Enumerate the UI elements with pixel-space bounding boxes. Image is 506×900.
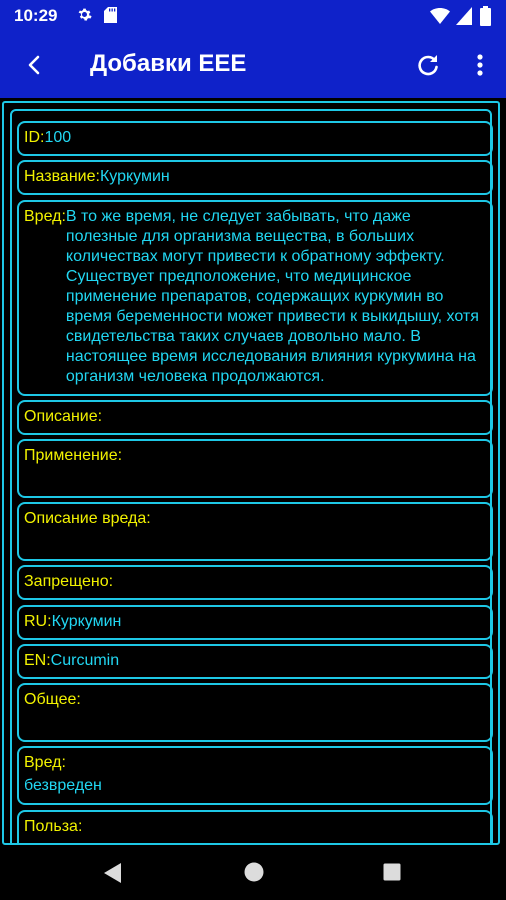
field-label: Применение:	[24, 447, 123, 464]
field-id	[17, 121, 493, 156]
field-value: В то же время, не следует забывать, что даже полезные для организма вещества, в больших количествах могут привести к обратному эффекту. Существует предположение, что медицинское применение препаратов, содержащих куркумин во время беременности может привести к выкидышу, хотя свидетельства таких случаев довольно мало. В настоящее время исследования влияния куркумина на организм человека продолжаются.	[65, 208, 479, 385]
field-harm-level	[17, 746, 493, 805]
status-bar	[0, 0, 506, 32]
field-value: 100	[44, 129, 72, 146]
field-value: Куркумин	[99, 168, 170, 185]
field-label: Описание:	[24, 408, 103, 425]
field-label: Запрещено:	[24, 573, 114, 590]
nav-recent-apps-icon[interactable]	[383, 863, 401, 881]
field-value: безвреден	[24, 777, 102, 794]
field-label: RU:	[24, 613, 52, 630]
field-label: Описание вреда:	[24, 510, 151, 527]
field-forbidden	[17, 565, 493, 600]
wifi-icon	[430, 7, 450, 25]
field-label: EN:	[24, 652, 51, 669]
field-name	[17, 160, 493, 195]
field-application	[17, 439, 493, 498]
sd-card-icon	[104, 7, 117, 23]
details-panel[interactable]	[2, 101, 500, 845]
field-ru	[17, 605, 493, 640]
battery-icon	[480, 6, 491, 26]
nav-home-icon[interactable]	[244, 862, 264, 882]
refresh-icon[interactable]	[414, 51, 442, 79]
system-nav-bar	[0, 845, 506, 900]
page-title: Добавки EEE	[90, 50, 247, 77]
status-time: 10:29	[14, 6, 58, 25]
field-label: Общее:	[24, 691, 81, 708]
field-label: Название:	[24, 168, 100, 185]
overflow-menu-icon[interactable]	[466, 51, 494, 79]
settings-gear-icon	[77, 7, 92, 22]
field-en	[17, 644, 493, 679]
app-bar	[0, 32, 506, 98]
field-label: Польза:	[24, 818, 83, 835]
cell-signal-icon	[456, 7, 472, 25]
back-arrow-icon[interactable]	[20, 51, 48, 79]
field-label: Вред:	[24, 208, 66, 225]
field-label: Вред:	[24, 754, 66, 771]
field-value: Куркумин	[51, 613, 122, 630]
nav-back-icon[interactable]	[101, 861, 123, 885]
field-label: ID:	[24, 129, 45, 146]
field-value: Curcumin	[50, 652, 120, 669]
field-harm-description	[17, 502, 493, 561]
field-general	[17, 683, 493, 742]
field-description	[17, 400, 493, 435]
field-benefit	[17, 810, 493, 845]
field-harm	[17, 200, 493, 396]
